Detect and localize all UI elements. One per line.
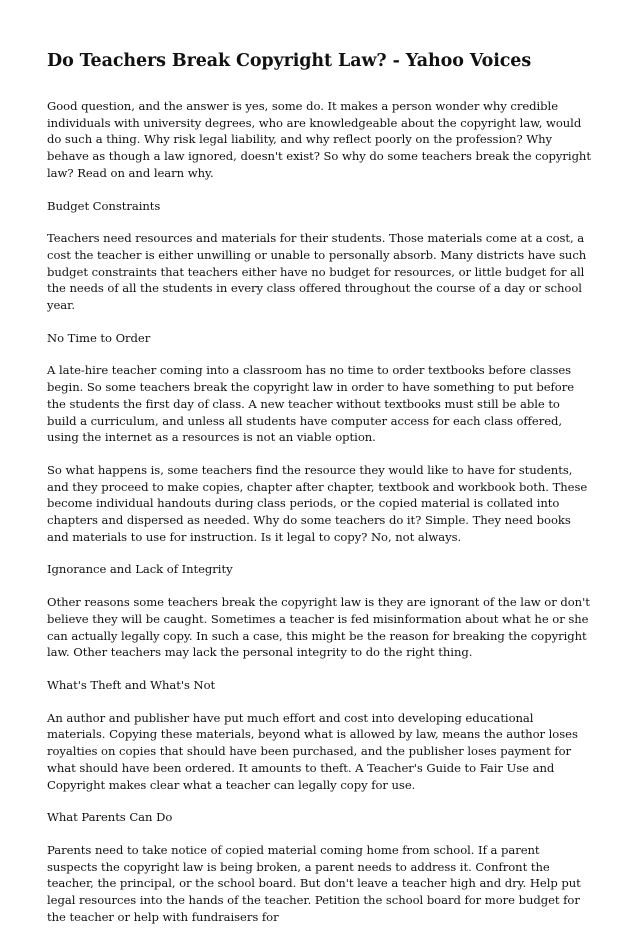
intro-paragraph: Good question, and the answer is yes, some do. It makes a person wonder why credible individuals with university degrees, who are knowledgeable about the copyright law, would do such a thing. Why risk legal liability, and why reflect poorly on the profession? Why behave as though a law ignored, doesn't exist? So why do some teachers break the copyright law? Read on and learn why. <box>47 99 591 180</box>
document-page <box>47 50 592 941</box>
section-heading-no-time-to-order: No Time to Order <box>47 330 151 345</box>
section-heading-budget-constraints: Budget Constraints <box>47 198 161 213</box>
parents-paragraph: Parents need to take notice of copied material coming home from school. If a parent suspects the copyright law is being broken, a parent needs to address it. Confront the teacher, the principal, or the school board. But don't leave a teacher high and dry. Help put legal resources into the hands of the teacher. Petition the school board for more budget for the teacher or help with fundraisers for <box>47 842 581 924</box>
no-time-to-order-paragraph: A late-hire teacher coming into a classroom has no time to order textbooks before classes begin. So some teachers break the copyright law in order to have something to put before the students the first day of class. A new teacher without textbooks must still be able to build a curriculum, and unless all students have computer access for each class offered, using the internet as a resources is not an viable option. <box>47 363 575 445</box>
section-heading-theft: What's Theft and What's Not <box>47 677 216 692</box>
budget-constraints-paragraph: Teachers need resources and materials for their students. Those materials come at a cost, a cost the teacher is either unwilling or unable to personally absorb. Many districts have such budget constraints that teachers either have no budget for resources, or little budget for all the needs of all the students in every class offered throughout the course of a day or school year. <box>47 231 587 313</box>
section-heading-ignorance: Ignorance and Lack of Integrity <box>47 562 233 577</box>
section-heading-parents: What Parents Can Do <box>47 810 173 825</box>
document-title: Do Teachers Break Copyright Law? - Yahoo Voices <box>47 51 532 71</box>
ignorance-paragraph: Other reasons some teachers break the copyright law is they are ignorant of the law or don't believe they will be caught. Sometimes a teacher is fed misinformation about what he or she can actually legally copy. In such a case, this might be the reason for breaking the copyright law. Other teachers may lack the personal integrity to do the right thing. <box>47 595 590 660</box>
no-time-to-order-paragraph-2: So what happens is, some teachers find the resource they would like to have for students, and they proceed to make copies, chapter after chapter, textbook and workbook both. These become individual handouts during class periods, or the copied material is collated into chapters and dispersed as needed. Why do some teachers do it? Simple. They need books and materials to use for instruction. Is it legal to copy? No, not always. <box>47 462 588 544</box>
theft-paragraph: An author and publisher have put much effort and cost into developing educational materials. Copying these materials, beyond what is allowed by law, means the author loses royalties on copies that should have been purchased, and the publisher loses payment for what should have been ordered. It amounts to theft. A Teacher's Guide to Fair Use and Copyright makes clear what a teacher can legally copy for use. <box>47 710 578 792</box>
